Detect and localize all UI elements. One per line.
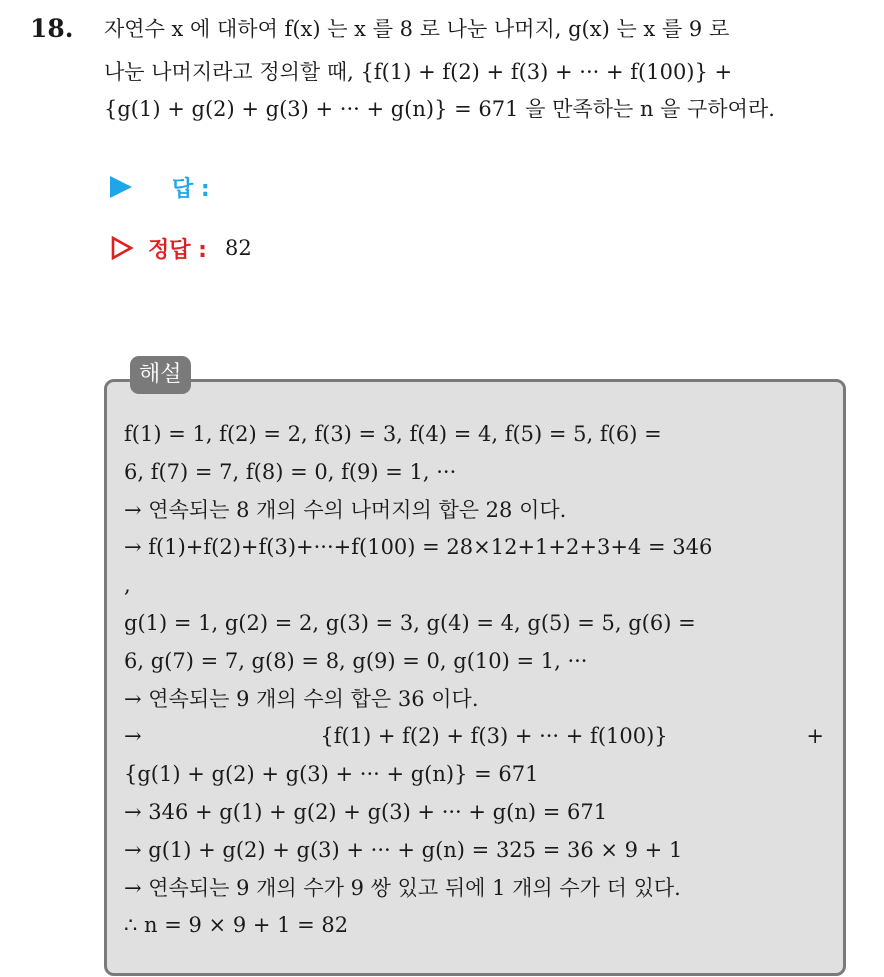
correct-answer-value: 82 [224,236,252,260]
question-number: 18. [30,14,74,43]
solution-sum-expression: {f(1) + f(2) + f(3) + ··· + f(100)} [320,724,668,749]
answer-label: 답 : [172,176,210,202]
solution-line: ∴ n = 9 × 9 + 1 = 82 [124,913,349,938]
solution-line: f(1) = 1, f(2) = 2, f(3) = 3, f(4) = 4, f(5) = 5, f(6) = [124,422,662,446]
solution-arrow: → [124,724,142,749]
solution-line: 6, g(7) = 7, g(8) = 8, g(9) = 0, g(10) = 1, ··· [124,648,588,673]
solution-line: → g(1) + g(2) + g(3) + ··· + g(n) = 325 = 36 × 9 + 1 [124,837,683,862]
solution-tag: 해설 [130,356,191,394]
solution-line: , [124,573,131,598]
solution-line: → 연속되는 9 개의 수의 합은 36 이다. [124,686,479,711]
solution-line: g(1) = 1, g(2) = 2, g(3) = 3, g(4) = 4, g(5) = 5, g(6) = [124,610,696,635]
question-text-line-3: {g(1) + g(2) + g(3) + ··· + g(n)} = 671 을 만족하는 n 을 구하여라. [104,97,775,121]
outline-triangle-icon [110,236,134,260]
question-text-line-2: 나눈 나머지라고 정의할 때, {f(1) + f(2) + f(3) + ··· + f(100)} + [104,60,733,84]
solution-line: → 연속되는 8 개의 수의 나머지의 합은 28 이다. [124,497,567,522]
solution-line: → 연속되는 9 개의 수가 9 쌍 있고 뒤에 1 개의 수가 더 있다. [124,875,681,900]
solution-line: → 346 + g(1) + g(2) + g(3) + ··· + g(n) = 671 [124,799,608,824]
answer-row [110,172,210,202]
solution-line: → f(1)+f(2)+f(3)+···+f(100) = 28×12+1+2+3+4 = 346 [124,535,713,560]
solution-plus: + [806,724,824,749]
correct-answer-row [110,232,252,264]
solution-line-split [124,718,824,756]
solution-line: {g(1) + g(2) + g(3) + ··· + g(n)} = 671 [124,762,539,787]
solution-line: 6, f(7) = 7, f(8) = 0, f(9) = 1, ··· [124,459,457,484]
question-text-line-1: 자연수 x 에 대하여 f(x) 는 x 를 8 로 나눈 나머지, g(x) 는 x 를 9 로 [104,17,730,41]
play-icon [110,176,132,198]
correct-answer-label: 정답 : [148,237,207,263]
solution-content [124,416,824,945]
